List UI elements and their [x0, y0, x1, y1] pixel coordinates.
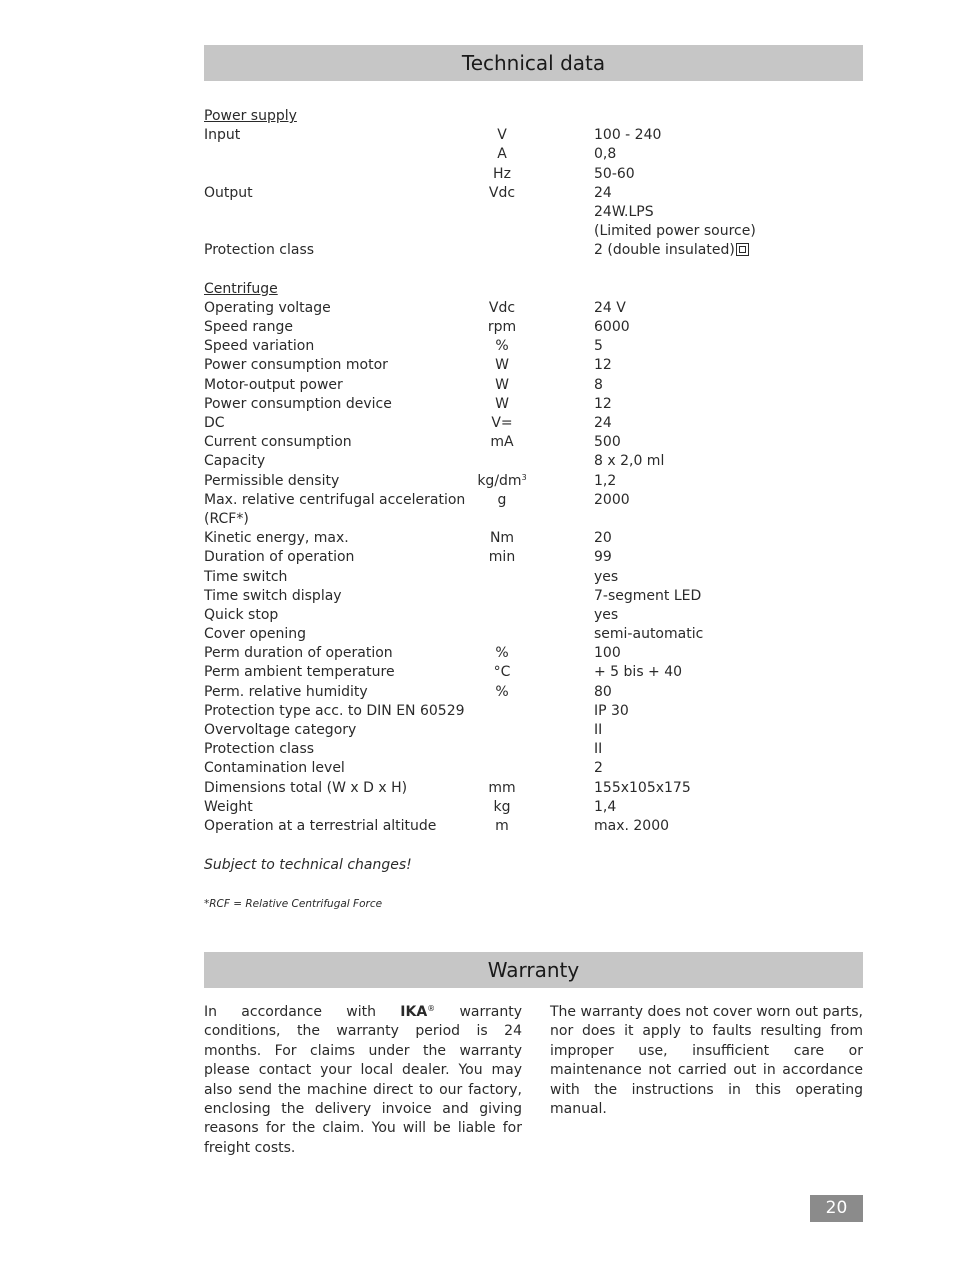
spec-value-text: 2	[594, 760, 603, 777]
spec-unit-text: A	[497, 146, 507, 163]
power-row	[204, 203, 864, 222]
spec-label: Speed range	[204, 319, 294, 336]
centrifuge-heading: Centrifuge	[204, 280, 278, 297]
centrifuge-row	[204, 548, 864, 567]
warranty-left-intro: In accordance with	[204, 1004, 401, 1020]
spec-label: Perm ambient temperature	[204, 664, 395, 681]
spec-unit	[462, 779, 542, 798]
spec-unit-text: m	[495, 817, 509, 834]
spec-unit	[462, 318, 542, 337]
centrifuge-rows	[204, 299, 864, 836]
spec-unit	[462, 184, 542, 203]
spec-value-text: (Limited power source)	[594, 223, 756, 240]
spec-unit-text: W	[495, 376, 509, 393]
spec-unit-text: V	[497, 127, 507, 144]
spec-value-text: 2000	[594, 491, 630, 508]
spec-value-text: IP 30	[594, 702, 629, 719]
spec-value	[594, 433, 621, 452]
spec-value	[594, 318, 630, 337]
centrifuge-row	[204, 817, 864, 836]
spec-value	[594, 683, 612, 702]
spec-unit	[462, 817, 542, 836]
centrifuge-row	[204, 318, 864, 337]
spec-label: Current consumption	[204, 434, 352, 451]
centrifuge-row	[204, 433, 864, 452]
spec-label: Power consumption motor	[204, 357, 388, 374]
spec-value	[594, 126, 661, 145]
spec-label: Contamination level	[204, 760, 345, 777]
spec-unit-text: %	[495, 338, 509, 355]
spec-value	[594, 587, 701, 606]
spec-label: Cover opening	[204, 626, 307, 643]
spec-label: Kinetic energy, max.	[204, 530, 349, 547]
spec-value-text: 8 x 2,0 ml	[594, 453, 665, 470]
spec-value	[594, 222, 756, 241]
spec-value	[594, 759, 603, 778]
spec-unit	[462, 798, 542, 817]
centrifuge-row	[204, 395, 864, 414]
technical-data-heading: Technical data	[204, 45, 863, 81]
spec-value-text: 80	[594, 683, 612, 700]
spec-value	[594, 452, 664, 471]
spec-unit	[462, 299, 542, 318]
spec-value	[594, 817, 669, 836]
spec-label: Power consumption device	[204, 395, 392, 412]
spec-unit	[462, 395, 542, 414]
spec-label: Duration of operation	[204, 549, 355, 566]
spec-value	[594, 568, 618, 587]
spec-unit	[462, 165, 542, 184]
spec-label: Protection type acc. to DIN EN 60529	[204, 702, 465, 719]
spec-value-text: 12	[594, 357, 612, 374]
spec-value-text: yes	[594, 568, 619, 585]
spec-value	[594, 337, 603, 356]
spec-label: Permissible density	[204, 472, 340, 489]
centrifuge-row	[204, 740, 864, 759]
spec-unit-text: W	[495, 357, 509, 374]
warranty-text-left	[204, 1003, 522, 1158]
spec-value-text: 5	[594, 338, 603, 355]
centrifuge-row	[204, 721, 864, 740]
double-insulated-icon	[736, 243, 749, 256]
spec-value	[594, 663, 682, 682]
spec-value-text: 100 - 240	[594, 127, 662, 144]
spec-unit	[462, 491, 542, 510]
spec-unit-text: Vdc	[488, 184, 516, 201]
warranty-heading: Warranty	[204, 952, 863, 988]
rcf-footnote: *RCF = Relative Centrifugal Force	[204, 898, 383, 910]
spec-value-text: 8	[594, 376, 603, 393]
spec-value	[594, 798, 616, 817]
spec-unit	[462, 414, 542, 433]
power-row	[204, 145, 864, 164]
warranty-left-body: warranty conditions, the warranty period is 24 months. For claims under the warranty please contact your local dealer. You may also send the machine direct to our factory, enclosing the delivery invoice and giving reasons for the claim. You will be liable for freight costs.	[204, 1004, 522, 1156]
centrifuge-row	[204, 663, 864, 682]
centrifuge-row	[204, 683, 864, 702]
centrifuge-row	[204, 798, 864, 817]
spec-value	[594, 625, 703, 644]
spec-value	[594, 145, 616, 164]
page-number: 20	[810, 1195, 863, 1222]
spec-value-text: 500	[594, 434, 621, 451]
spec-value	[594, 606, 618, 625]
spec-label: DC	[204, 415, 225, 431]
spec-label: Weight	[204, 798, 253, 815]
spec-value	[594, 779, 691, 798]
spec-value-text: 24W.LPS	[594, 203, 654, 220]
spec-value	[594, 241, 749, 260]
spec-value-text: 6000	[594, 319, 630, 336]
spec-label: Time switch display	[204, 587, 342, 604]
spec-unit	[462, 145, 542, 164]
technical-changes-note: Subject to technical changes!	[204, 857, 412, 873]
spec-label: Time switch	[204, 568, 288, 585]
centrifuge-row	[204, 644, 864, 663]
spec-label: Input	[204, 127, 241, 144]
spec-unit	[462, 126, 542, 145]
centrifuge-row	[204, 702, 864, 721]
centrifuge-row	[204, 568, 864, 587]
spec-value	[594, 529, 612, 548]
spec-unit-text: Nm	[489, 530, 515, 547]
spec-unit	[462, 663, 542, 682]
centrifuge-row	[204, 299, 864, 318]
centrifuge-row	[204, 606, 864, 625]
centrifuge-row	[204, 356, 864, 375]
spec-unit-text: rpm	[487, 319, 517, 336]
spec-label: Perm duration of operation	[204, 645, 393, 662]
spec-value-text: 7-segment LED	[594, 587, 702, 604]
centrifuge-row	[204, 625, 864, 644]
registered-mark: ®	[427, 1004, 436, 1013]
spec-value-text: 1,2	[594, 472, 617, 489]
power-row	[204, 241, 864, 260]
spec-unit-text: g	[497, 491, 507, 508]
spec-value	[594, 644, 621, 663]
centrifuge-row	[204, 779, 864, 798]
spec-value	[594, 376, 603, 395]
spec-label: Max. relative centrifugal acceleration (RCF*)	[204, 491, 466, 527]
spec-label: Motor-output power	[204, 376, 343, 393]
unit-superscript: 3	[521, 472, 527, 482]
spec-label: Protection class	[204, 741, 315, 758]
centrifuge-row	[204, 491, 864, 529]
spec-value-text: 20	[594, 530, 612, 547]
spec-unit-text: min	[488, 549, 516, 566]
centrifuge-row	[204, 529, 864, 548]
spec-unit	[462, 376, 542, 395]
spec-value-text: 50-60	[594, 165, 635, 182]
spec-value	[594, 356, 612, 375]
spec-value-text: semi-automatic	[594, 626, 704, 643]
spec-value	[594, 184, 612, 203]
spec-unit-text: %	[495, 683, 509, 700]
spec-unit	[462, 548, 542, 567]
spec-value	[594, 203, 654, 222]
spec-label: Perm. relative humidity	[204, 683, 368, 700]
spec-value-text: 24	[594, 415, 612, 431]
centrifuge-heading-row	[204, 280, 864, 299]
spec-unit-text: mm	[488, 779, 516, 796]
centrifuge-row	[204, 452, 864, 471]
spec-label: Overvoltage category	[204, 722, 357, 739]
power-supply-rows	[204, 126, 864, 260]
spec-unit-text: Hz	[493, 165, 511, 182]
spec-value	[594, 472, 616, 491]
spec-value-text: 100	[594, 645, 621, 662]
spec-label: Operation at a terrestrial altitude	[204, 817, 437, 834]
power-row	[204, 184, 864, 203]
spec-value-text: 2 (double insulated)	[594, 242, 735, 259]
spec-unit-text: mA	[490, 434, 514, 451]
spec-unit	[462, 337, 542, 356]
spec-unit	[462, 683, 542, 702]
spec-table	[204, 107, 864, 836]
centrifuge-row	[204, 587, 864, 606]
spec-unit-text: %	[495, 645, 509, 662]
spec-value	[594, 299, 626, 318]
spec-unit	[462, 472, 542, 491]
spec-unit-text: Vdc	[488, 299, 516, 316]
spec-value-text: II	[594, 722, 603, 739]
spec-value-text: 1,4	[594, 798, 617, 815]
spec-unit	[462, 529, 542, 548]
spec-value-text: 24	[594, 184, 612, 201]
centrifuge-row	[204, 337, 864, 356]
spec-unit-text: kg	[493, 798, 511, 815]
spec-value-text: 155x105x175	[594, 779, 691, 796]
power-row	[204, 126, 864, 145]
centrifuge-row	[204, 414, 864, 433]
spec-unit	[462, 644, 542, 663]
spec-value-text: 0,8	[594, 146, 617, 163]
spec-value-text: 99	[594, 549, 612, 566]
spec-label: Dimensions total (W x D x H)	[204, 779, 408, 796]
spec-unit-text: °C	[493, 664, 511, 681]
centrifuge-row	[204, 759, 864, 778]
power-supply-heading-row	[204, 107, 864, 126]
spec-value	[594, 721, 602, 740]
spec-value-text: yes	[594, 606, 619, 623]
spec-unit-text: kg/dm	[477, 472, 522, 489]
spec-value	[594, 491, 630, 510]
spec-label: Operating voltage	[204, 299, 331, 316]
section-gap	[204, 261, 864, 280]
spec-value-text: 24 V	[594, 299, 626, 316]
spec-value-text: max. 2000	[594, 817, 670, 834]
power-supply-heading: Power supply	[204, 108, 297, 124]
ika-brand: IKA	[400, 1004, 428, 1020]
spec-unit-text: V=	[491, 415, 513, 431]
spec-value-text: II	[594, 741, 603, 758]
spec-label: Capacity	[204, 453, 266, 470]
spec-label: Protection class	[204, 242, 315, 259]
spec-unit	[462, 356, 542, 375]
spec-value	[594, 702, 629, 721]
spec-unit-text: W	[495, 395, 509, 412]
spec-value	[594, 395, 612, 414]
power-row	[204, 222, 864, 241]
spec-label: Speed variation	[204, 338, 315, 355]
spec-label: Output	[204, 184, 253, 201]
centrifuge-row	[204, 472, 864, 491]
spec-label: Quick stop	[204, 606, 279, 623]
warranty-text-right: The warranty does not cover worn out parts, nor does it apply to faults resulting from improper use, insufficient care or maintenance not carried out in accordance with the instructions in this operating manual.	[550, 1004, 863, 1118]
power-row	[204, 165, 864, 184]
centrifuge-row	[204, 376, 864, 395]
spec-value	[594, 740, 602, 759]
spec-value	[594, 414, 612, 433]
spec-value	[594, 548, 612, 567]
spec-value	[594, 165, 635, 184]
spec-value-text: 12	[594, 395, 612, 412]
spec-value-text: + 5 bis + 40	[594, 664, 683, 681]
spec-unit	[462, 433, 542, 452]
